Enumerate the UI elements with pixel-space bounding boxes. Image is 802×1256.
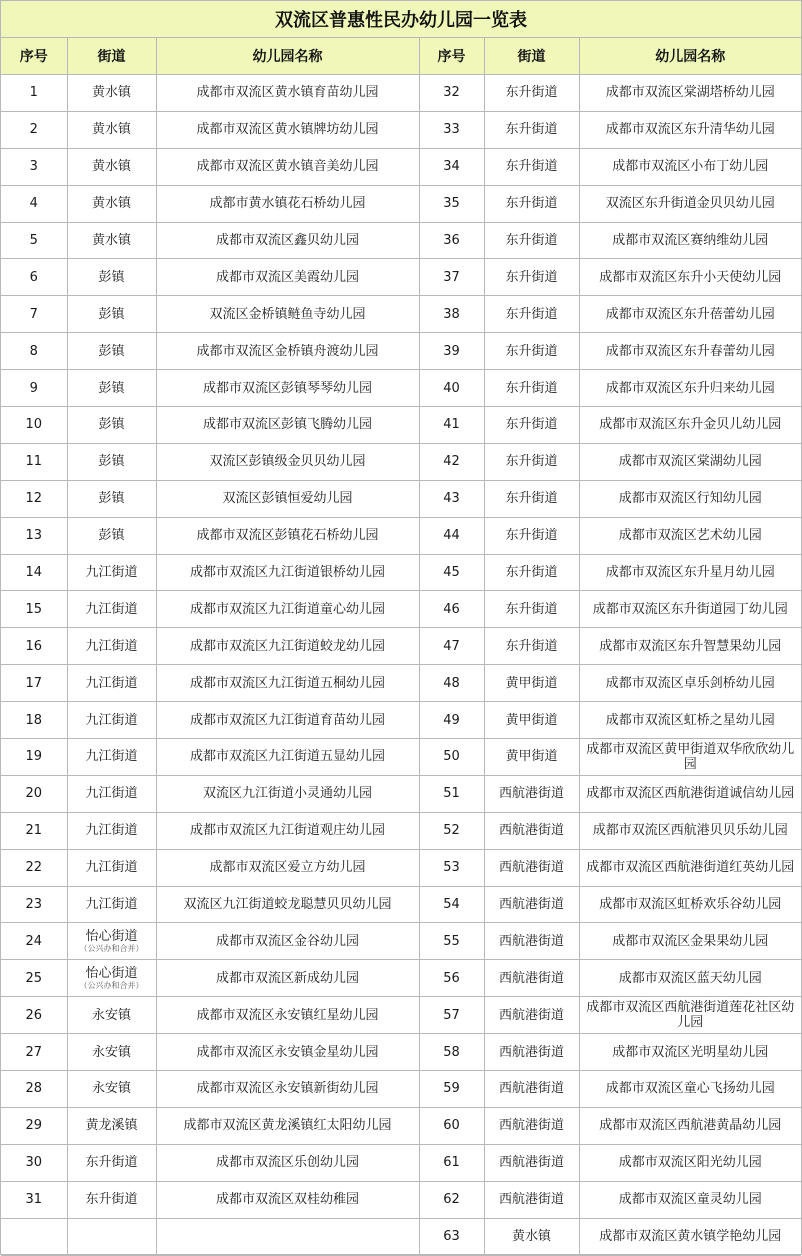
left-street-cell <box>67 849 156 886</box>
street-label: 九江街道 <box>85 601 138 617</box>
right-street-cell: 西航港街道 <box>484 886 579 923</box>
left-no-cell: 16 <box>1 628 67 665</box>
left-no-cell: 22 <box>1 849 67 886</box>
right-street-cell: 西航港街道 <box>484 1034 579 1071</box>
street-label: 彭镇 <box>98 306 125 322</box>
left-no-cell: 19 <box>1 739 67 776</box>
right-no-cell: 54 <box>419 886 484 923</box>
right-no-cell: 56 <box>419 960 484 997</box>
table-row <box>1 443 801 480</box>
right-name-cell: 成都市双流区东升智慧果幼儿园 <box>579 628 801 665</box>
left-street-cell <box>67 370 156 407</box>
left-name-cell: 成都市双流区金谷幼儿园 <box>156 923 419 960</box>
left-name-cell: 双流区彭镇级金贝贝幼儿园 <box>156 443 419 480</box>
table-row <box>1 111 801 148</box>
right-street-cell: 东升街道 <box>484 222 579 259</box>
street-label: 彭镇 <box>98 269 125 285</box>
table-row <box>1 1181 801 1218</box>
right-street-cell: 东升街道 <box>484 111 579 148</box>
right-no-cell: 57 <box>419 997 484 1034</box>
right-name-cell: 成都市双流区西航港街道红英幼儿园 <box>579 849 801 886</box>
header-row <box>1 38 801 75</box>
left-name-cell: 成都市双流区九江街道银桥幼儿园 <box>156 554 419 591</box>
right-name-cell: 成都市双流区光明星幼儿园 <box>579 1034 801 1071</box>
street-label: 九江街道 <box>85 860 138 876</box>
left-name-cell: 成都市双流区九江街道童心幼儿园 <box>156 591 419 628</box>
table-row <box>1 960 801 997</box>
left-name-cell: 双流区九江街道蛟龙聪慧贝贝幼儿园 <box>156 886 419 923</box>
left-name-cell: 双流区彭镇恒爱幼儿园 <box>156 480 419 517</box>
left-street-cell <box>67 148 156 185</box>
table-row <box>1 923 801 960</box>
right-name-cell: 成都市双流区东升蓓蕾幼儿园 <box>579 296 801 333</box>
right-no-cell: 50 <box>419 739 484 776</box>
right-no-cell: 38 <box>419 296 484 333</box>
table-row <box>1 1107 801 1144</box>
street-label: 黄水镇 <box>91 196 131 212</box>
header-name-left: 幼儿园名称 <box>156 38 419 75</box>
right-no-cell: 45 <box>419 554 484 591</box>
table-row <box>1 739 801 776</box>
right-name-cell: 成都市双流区东升街道园丁幼儿园 <box>579 591 801 628</box>
right-street-cell: 黄甲街道 <box>484 702 579 739</box>
left-name-cell: 成都市双流区彭镇飞腾幼儿园 <box>156 407 419 444</box>
right-street-cell: 黄甲街道 <box>484 739 579 776</box>
left-name-cell: 成都市双流区爱立方幼儿园 <box>156 849 419 886</box>
table-row <box>1 222 801 259</box>
street-label: 东升街道 <box>85 1192 138 1208</box>
left-street-cell <box>67 407 156 444</box>
left-no-cell: 3 <box>1 148 67 185</box>
right-name-cell: 成都市双流区黄甲街道双华欣欣幼儿园 <box>579 739 801 776</box>
right-street-cell: 东升街道 <box>484 628 579 665</box>
street-note: （公兴办和合并） <box>79 981 144 991</box>
right-no-cell: 59 <box>419 1071 484 1108</box>
left-no-cell: 1 <box>1 75 67 112</box>
left-street-cell <box>67 222 156 259</box>
title-row <box>1 1 801 38</box>
right-no-cell: 48 <box>419 665 484 702</box>
street-label: 九江街道 <box>85 638 138 654</box>
street-label: 黄龙溪镇 <box>85 1118 138 1134</box>
street-label: 永安镇 <box>91 1007 131 1023</box>
street-label: 东升街道 <box>85 1155 138 1171</box>
table-row <box>1 702 801 739</box>
right-street-cell: 东升街道 <box>484 517 579 554</box>
right-name-cell: 双流区东升街道金贝贝幼儿园 <box>579 185 801 222</box>
right-name-cell: 成都市双流区东升春蕾幼儿园 <box>579 333 801 370</box>
left-name-cell: 成都市双流区美霞幼儿园 <box>156 259 419 296</box>
left-no-cell: 17 <box>1 665 67 702</box>
right-street-cell: 东升街道 <box>484 407 579 444</box>
left-street-cell <box>67 1034 156 1071</box>
left-no-cell: 27 <box>1 1034 67 1071</box>
right-name-cell: 成都市双流区卓乐剑桥幼儿园 <box>579 665 801 702</box>
left-name-cell: 成都市双流区黄水镇牌坊幼儿园 <box>156 111 419 148</box>
street-label: 彭镇 <box>98 454 125 470</box>
table-row <box>1 370 801 407</box>
right-no-cell: 63 <box>419 1218 484 1255</box>
left-street-cell <box>67 111 156 148</box>
right-no-cell: 43 <box>419 480 484 517</box>
street-label: 九江街道 <box>85 675 138 691</box>
street-label: 黄水镇 <box>91 122 131 138</box>
right-no-cell: 35 <box>419 185 484 222</box>
table-row <box>1 333 801 370</box>
left-no-cell: 9 <box>1 370 67 407</box>
right-street-cell: 东升街道 <box>484 370 579 407</box>
table-row <box>1 775 801 812</box>
right-street-cell: 西航港街道 <box>484 1071 579 1108</box>
table-row <box>1 517 801 554</box>
street-label: 黄水镇 <box>91 85 131 101</box>
right-no-cell: 55 <box>419 923 484 960</box>
right-name-cell: 成都市双流区小布丁幼儿园 <box>579 148 801 185</box>
left-no-cell: 12 <box>1 480 67 517</box>
street-label: 永安镇 <box>91 1044 131 1060</box>
right-no-cell: 39 <box>419 333 484 370</box>
left-no-cell: 29 <box>1 1107 67 1144</box>
left-name-cell: 成都市双流区黄水镇育苗幼儿园 <box>156 75 419 112</box>
right-name-cell: 成都市双流区西航港街道诚信幼儿园 <box>579 775 801 812</box>
right-no-cell: 40 <box>419 370 484 407</box>
right-no-cell: 47 <box>419 628 484 665</box>
left-name-cell: 成都市双流区九江街道五显幼儿园 <box>156 739 419 776</box>
left-street-cell <box>67 554 156 591</box>
table-row <box>1 997 801 1034</box>
table-row <box>1 812 801 849</box>
right-street-cell: 东升街道 <box>484 554 579 591</box>
table-row <box>1 185 801 222</box>
street-label: 彭镇 <box>98 417 125 433</box>
right-no-cell: 53 <box>419 849 484 886</box>
left-street-cell <box>67 1107 156 1144</box>
left-no-cell: 10 <box>1 407 67 444</box>
right-name-cell: 成都市双流区赛纳维幼儿园 <box>579 222 801 259</box>
left-no-cell: 15 <box>1 591 67 628</box>
street-label: 九江街道 <box>85 786 138 802</box>
right-name-cell: 成都市双流区东升清华幼儿园 <box>579 111 801 148</box>
left-no-cell: 11 <box>1 443 67 480</box>
street-note: （公兴办和合并） <box>79 944 144 954</box>
table-row <box>1 148 801 185</box>
left-street-cell <box>67 296 156 333</box>
left-street-cell <box>67 739 156 776</box>
header-street-left: 街道 <box>67 38 156 75</box>
left-no-cell: 20 <box>1 775 67 812</box>
left-street-cell <box>67 1071 156 1108</box>
right-no-cell: 33 <box>419 111 484 148</box>
left-street-cell <box>67 480 156 517</box>
right-street-cell: 东升街道 <box>484 333 579 370</box>
table-row <box>1 554 801 591</box>
right-no-cell: 61 <box>419 1144 484 1181</box>
street-label: 永安镇 <box>91 1081 131 1097</box>
right-street-cell: 黄水镇 <box>484 1218 579 1255</box>
left-no-cell: 30 <box>1 1144 67 1181</box>
left-name-cell: 成都市双流区永安镇金星幼儿园 <box>156 1034 419 1071</box>
header-street-right: 街道 <box>484 38 579 75</box>
left-name-cell: 成都市双流区九江街道育苗幼儿园 <box>156 702 419 739</box>
left-name-cell: 成都市双流区双桂幼稚园 <box>156 1181 419 1218</box>
right-name-cell: 成都市双流区虹桥欢乐谷幼儿园 <box>579 886 801 923</box>
right-street-cell: 西航港街道 <box>484 1144 579 1181</box>
right-no-cell: 44 <box>419 517 484 554</box>
left-no-cell: 25 <box>1 960 67 997</box>
left-no-cell: 21 <box>1 812 67 849</box>
street-label: 彭镇 <box>98 380 125 396</box>
left-name-cell: 成都市双流区鑫贝幼儿园 <box>156 222 419 259</box>
street-label: 九江街道 <box>85 897 138 913</box>
table-title: 双流区普惠性民办幼儿园一览表 <box>1 1 801 38</box>
left-street-cell <box>67 333 156 370</box>
left-no-cell: 28 <box>1 1071 67 1108</box>
right-name-cell: 成都市双流区阳光幼儿园 <box>579 1144 801 1181</box>
table-row <box>1 886 801 923</box>
left-street-cell <box>67 443 156 480</box>
left-street-cell <box>67 75 156 112</box>
right-street-cell: 西航港街道 <box>484 775 579 812</box>
kindergarten-table <box>1 1 801 1256</box>
left-name-cell: 成都市黄水镇花石桥幼儿园 <box>156 185 419 222</box>
right-no-cell: 62 <box>419 1181 484 1218</box>
header-name-right: 幼儿园名称 <box>579 38 801 75</box>
left-no-cell: 24 <box>1 923 67 960</box>
right-street-cell: 西航港街道 <box>484 849 579 886</box>
left-no-cell: 5 <box>1 222 67 259</box>
table-row <box>1 849 801 886</box>
table-row <box>1 259 801 296</box>
table-row <box>1 480 801 517</box>
left-name-cell: 成都市双流区九江街道观庄幼儿园 <box>156 812 419 849</box>
right-name-cell: 成都市双流区棠湖幼儿园 <box>579 443 801 480</box>
left-street-cell <box>67 1144 156 1181</box>
right-street-cell: 东升街道 <box>484 185 579 222</box>
left-no-cell: 4 <box>1 185 67 222</box>
left-name-cell: 成都市双流区黄水镇音美幼儿园 <box>156 148 419 185</box>
street-label: 彭镇 <box>98 491 125 507</box>
left-street-cell <box>67 185 156 222</box>
right-name-cell: 成都市双流区童灵幼儿园 <box>579 1181 801 1218</box>
right-name-cell: 成都市双流区东升星月幼儿园 <box>579 554 801 591</box>
left-no-cell: 6 <box>1 259 67 296</box>
right-street-cell: 西航港街道 <box>484 1107 579 1144</box>
left-no-cell: 8 <box>1 333 67 370</box>
right-street-cell: 东升街道 <box>484 148 579 185</box>
right-no-cell: 37 <box>419 259 484 296</box>
left-name-cell: 成都市双流区永安镇新街幼儿园 <box>156 1071 419 1108</box>
street-label: 怡心街道 <box>85 966 138 982</box>
table-row <box>1 75 801 112</box>
right-no-cell: 51 <box>419 775 484 812</box>
right-no-cell: 36 <box>419 222 484 259</box>
right-street-cell: 西航港街道 <box>484 812 579 849</box>
left-no-cell: 26 <box>1 997 67 1034</box>
left-street-cell <box>67 1181 156 1218</box>
left-street-cell <box>67 1218 156 1255</box>
right-street-cell: 东升街道 <box>484 443 579 480</box>
street-label: 黄水镇 <box>91 159 131 175</box>
left-no-cell: 7 <box>1 296 67 333</box>
street-label: 黄水镇 <box>91 233 131 248</box>
right-name-cell: 成都市双流区行知幼儿园 <box>579 480 801 517</box>
left-no-cell: 31 <box>1 1181 67 1218</box>
right-street-cell: 东升街道 <box>484 296 579 333</box>
right-name-cell: 成都市双流区东升金贝儿幼儿园 <box>579 407 801 444</box>
right-no-cell: 52 <box>419 812 484 849</box>
right-name-cell: 成都市双流区童心飞扬幼儿园 <box>579 1071 801 1108</box>
left-name-cell: 成都市双流区九江街道蛟龙幼儿园 <box>156 628 419 665</box>
left-street-cell <box>67 812 156 849</box>
left-street-cell <box>67 702 156 739</box>
right-name-cell: 成都市双流区东升小天使幼儿园 <box>579 259 801 296</box>
right-name-cell: 成都市双流区蓝天幼儿园 <box>579 960 801 997</box>
street-label: 九江街道 <box>85 712 138 728</box>
table-row <box>1 1071 801 1108</box>
table-row <box>1 1218 801 1255</box>
left-name-cell: 成都市双流区彭镇琴琴幼儿园 <box>156 370 419 407</box>
street-label: 彭镇 <box>98 528 125 544</box>
left-street-cell <box>67 628 156 665</box>
table-row <box>1 628 801 665</box>
street-label: 怡心街道 <box>85 929 138 945</box>
street-label: 九江街道 <box>85 749 138 765</box>
right-name-cell: 成都市双流区黄水镇学艳幼儿园 <box>579 1218 801 1255</box>
left-name-cell: 双流区九江街道小灵通幼儿园 <box>156 775 419 812</box>
right-no-cell: 46 <box>419 591 484 628</box>
right-no-cell: 42 <box>419 443 484 480</box>
left-no-cell: 2 <box>1 111 67 148</box>
right-street-cell: 东升街道 <box>484 480 579 517</box>
left-street-cell <box>67 997 156 1034</box>
right-name-cell: 成都市双流区棠湖塔桥幼儿园 <box>579 75 801 112</box>
left-no-cell: 13 <box>1 517 67 554</box>
table-row <box>1 296 801 333</box>
left-name-cell: 双流区金桥镇鲢鱼寺幼儿园 <box>156 296 419 333</box>
right-name-cell: 成都市双流区西航港黄晶幼儿园 <box>579 1107 801 1144</box>
right-street-cell: 西航港街道 <box>484 997 579 1034</box>
right-no-cell: 34 <box>419 148 484 185</box>
left-name-cell: 成都市双流区彭镇花石桥幼儿园 <box>156 517 419 554</box>
right-street-cell: 东升街道 <box>484 259 579 296</box>
right-street-cell: 西航港街道 <box>484 1181 579 1218</box>
right-name-cell: 成都市双流区艺术幼儿园 <box>579 517 801 554</box>
right-street-cell: 西航港街道 <box>484 923 579 960</box>
right-name-cell: 成都市双流区西航港街道莲花社区幼儿园 <box>579 997 801 1034</box>
left-name-cell: 成都市双流区黄龙溪镇红太阳幼儿园 <box>156 1107 419 1144</box>
table-row <box>1 665 801 702</box>
street-label: 彭镇 <box>98 343 125 359</box>
left-no-cell: 14 <box>1 554 67 591</box>
right-street-cell: 东升街道 <box>484 591 579 628</box>
left-name-cell: 成都市双流区九江街道五桐幼儿园 <box>156 665 419 702</box>
right-name-cell: 成都市双流区东升归来幼儿园 <box>579 370 801 407</box>
left-name-cell: 成都市双流区永安镇红星幼儿园 <box>156 997 419 1034</box>
right-no-cell: 32 <box>419 75 484 112</box>
right-no-cell: 49 <box>419 702 484 739</box>
left-street-cell <box>67 259 156 296</box>
left-street-cell <box>67 775 156 812</box>
right-street-cell: 东升街道 <box>484 75 579 112</box>
street-label: 九江街道 <box>85 565 138 581</box>
table-row <box>1 591 801 628</box>
header-no-left: 序号 <box>1 38 67 75</box>
left-no-cell <box>1 1218 67 1255</box>
right-no-cell: 58 <box>419 1034 484 1071</box>
left-street-cell <box>67 960 156 997</box>
left-name-cell <box>156 1218 419 1255</box>
table-row <box>1 407 801 444</box>
right-street-cell: 黄甲街道 <box>484 665 579 702</box>
right-name-cell: 成都市双流区金果果幼儿园 <box>579 923 801 960</box>
left-street-cell <box>67 886 156 923</box>
street-label: 九江街道 <box>85 823 138 839</box>
right-no-cell: 60 <box>419 1107 484 1144</box>
left-no-cell: 23 <box>1 886 67 923</box>
right-name-cell: 成都市双流区虹桥之星幼儿园 <box>579 702 801 739</box>
left-street-cell <box>67 591 156 628</box>
left-no-cell: 18 <box>1 702 67 739</box>
right-no-cell: 41 <box>419 407 484 444</box>
left-street-cell <box>67 517 156 554</box>
left-name-cell: 成都市双流区金桥镇舟渡幼儿园 <box>156 333 419 370</box>
table-row <box>1 1034 801 1071</box>
table-row <box>1 1144 801 1181</box>
left-name-cell: 成都市双流区乐创幼儿园 <box>156 1144 419 1181</box>
right-name-cell: 成都市双流区西航港贝贝乐幼儿园 <box>579 812 801 849</box>
right-street-cell: 西航港街道 <box>484 960 579 997</box>
left-street-cell <box>67 665 156 702</box>
left-street-cell <box>67 923 156 960</box>
left-name-cell: 成都市双流区新成幼儿园 <box>156 960 419 997</box>
header-no-right: 序号 <box>419 38 484 75</box>
